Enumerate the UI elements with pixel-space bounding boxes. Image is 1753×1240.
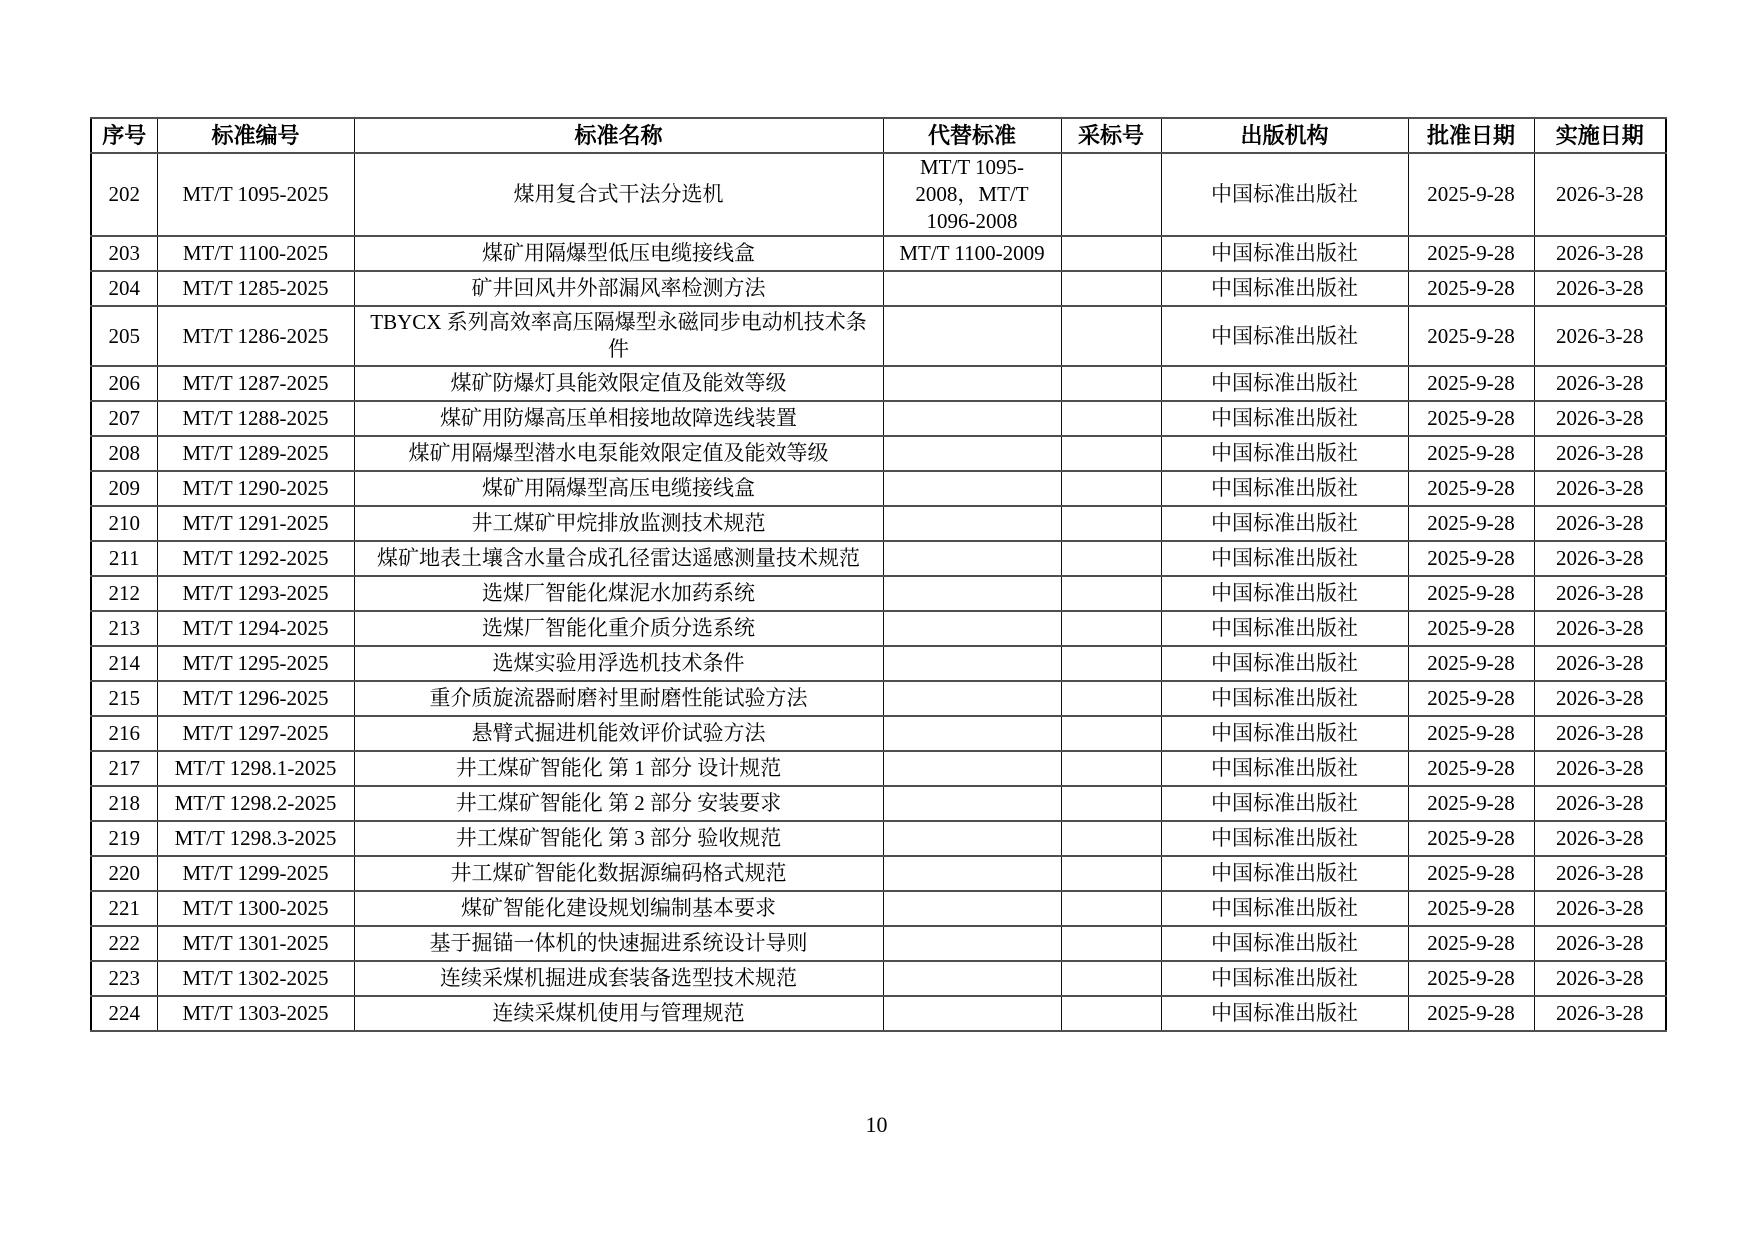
cell-implementation: 2026-3-28 bbox=[1534, 506, 1666, 541]
cell-implementation: 2026-3-28 bbox=[1534, 471, 1666, 506]
table-row bbox=[91, 996, 1666, 1031]
cell-approval: 2025-9-28 bbox=[1408, 236, 1534, 271]
cell-adoption bbox=[1061, 961, 1161, 996]
cell-approval: 2025-9-28 bbox=[1408, 611, 1534, 646]
cell-publisher: 中国标准出版社 bbox=[1161, 236, 1408, 271]
cell-no: 220 bbox=[91, 856, 157, 891]
cell-name: 井工煤矿智能化 第 3 部分 验收规范 bbox=[354, 821, 883, 856]
cell-implementation: 2026-3-28 bbox=[1534, 891, 1666, 926]
table-row bbox=[91, 681, 1666, 716]
cell-no: 217 bbox=[91, 751, 157, 786]
cell-adoption bbox=[1061, 153, 1161, 236]
cell-approval: 2025-9-28 bbox=[1408, 786, 1534, 821]
table-row bbox=[91, 926, 1666, 961]
cell-publisher: 中国标准出版社 bbox=[1161, 891, 1408, 926]
cell-approval: 2025-9-28 bbox=[1408, 926, 1534, 961]
cell-implementation: 2026-3-28 bbox=[1534, 926, 1666, 961]
cell-publisher: 中国标准出版社 bbox=[1161, 611, 1408, 646]
cell-code: MT/T 1293-2025 bbox=[157, 576, 354, 611]
cell-name: 煤矿用防爆高压单相接地故障选线装置 bbox=[354, 401, 883, 436]
cell-adoption bbox=[1061, 541, 1161, 576]
cell-no: 222 bbox=[91, 926, 157, 961]
cell-adoption bbox=[1061, 996, 1161, 1031]
cell-code: MT/T 1300-2025 bbox=[157, 891, 354, 926]
cell-implementation: 2026-3-28 bbox=[1534, 681, 1666, 716]
header-standard-name: 标准名称 bbox=[354, 118, 883, 153]
cell-approval: 2025-9-28 bbox=[1408, 576, 1534, 611]
table-row bbox=[91, 716, 1666, 751]
cell-publisher: 中国标准出版社 bbox=[1161, 306, 1408, 366]
cell-publisher: 中国标准出版社 bbox=[1161, 926, 1408, 961]
table-row bbox=[91, 821, 1666, 856]
cell-adoption bbox=[1061, 646, 1161, 681]
cell-name: 选煤厂智能化煤泥水加药系统 bbox=[354, 576, 883, 611]
cell-adoption bbox=[1061, 926, 1161, 961]
cell-no: 219 bbox=[91, 821, 157, 856]
cell-no: 204 bbox=[91, 271, 157, 306]
cell-replaces bbox=[883, 751, 1061, 786]
cell-name: 煤矿防爆灯具能效限定值及能效等级 bbox=[354, 366, 883, 401]
cell-replaces bbox=[883, 926, 1061, 961]
cell-approval: 2025-9-28 bbox=[1408, 996, 1534, 1031]
cell-adoption bbox=[1061, 471, 1161, 506]
cell-code: MT/T 1287-2025 bbox=[157, 366, 354, 401]
cell-code: MT/T 1298.3-2025 bbox=[157, 821, 354, 856]
cell-code: MT/T 1295-2025 bbox=[157, 646, 354, 681]
cell-replaces bbox=[883, 506, 1061, 541]
header-serial-number: 序号 bbox=[91, 118, 157, 153]
table-row bbox=[91, 611, 1666, 646]
cell-approval: 2025-9-28 bbox=[1408, 681, 1534, 716]
cell-replaces bbox=[883, 306, 1061, 366]
header-replaced-standard: 代替标准 bbox=[883, 118, 1061, 153]
cell-name: 煤矿地表土壤含水量合成孔径雷达遥感测量技术规范 bbox=[354, 541, 883, 576]
cell-replaces bbox=[883, 891, 1061, 926]
cell-replaces bbox=[883, 471, 1061, 506]
cell-implementation: 2026-3-28 bbox=[1534, 576, 1666, 611]
cell-code: MT/T 1292-2025 bbox=[157, 541, 354, 576]
cell-name: TBYCX 系列高效率高压隔爆型永磁同步电动机技术条件 bbox=[354, 306, 883, 366]
cell-approval: 2025-9-28 bbox=[1408, 856, 1534, 891]
cell-code: MT/T 1298.1-2025 bbox=[157, 751, 354, 786]
cell-approval: 2025-9-28 bbox=[1408, 366, 1534, 401]
table-row bbox=[91, 541, 1666, 576]
cell-replaces bbox=[883, 541, 1061, 576]
cell-name: 煤矿用隔爆型高压电缆接线盒 bbox=[354, 471, 883, 506]
cell-adoption bbox=[1061, 576, 1161, 611]
cell-name: 连续采煤机掘进成套装备选型技术规范 bbox=[354, 961, 883, 996]
cell-no: 205 bbox=[91, 306, 157, 366]
cell-approval: 2025-9-28 bbox=[1408, 153, 1534, 236]
cell-approval: 2025-9-28 bbox=[1408, 891, 1534, 926]
table-row bbox=[91, 436, 1666, 471]
cell-code: MT/T 1288-2025 bbox=[157, 401, 354, 436]
header-approval-date: 批准日期 bbox=[1408, 118, 1534, 153]
cell-code: MT/T 1302-2025 bbox=[157, 961, 354, 996]
cell-implementation: 2026-3-28 bbox=[1534, 436, 1666, 471]
cell-implementation: 2026-3-28 bbox=[1534, 821, 1666, 856]
cell-no: 215 bbox=[91, 681, 157, 716]
cell-no: 209 bbox=[91, 471, 157, 506]
table-row bbox=[91, 271, 1666, 306]
cell-approval: 2025-9-28 bbox=[1408, 271, 1534, 306]
cell-adoption bbox=[1061, 236, 1161, 271]
cell-approval: 2025-9-28 bbox=[1408, 646, 1534, 681]
cell-adoption bbox=[1061, 891, 1161, 926]
header-implementation-date: 实施日期 bbox=[1534, 118, 1666, 153]
cell-name: 重介质旋流器耐磨衬里耐磨性能试验方法 bbox=[354, 681, 883, 716]
table-row bbox=[91, 576, 1666, 611]
cell-name: 煤矿用隔爆型潜水电泵能效限定值及能效等级 bbox=[354, 436, 883, 471]
cell-implementation: 2026-3-28 bbox=[1534, 366, 1666, 401]
cell-name: 井工煤矿智能化 第 1 部分 设计规范 bbox=[354, 751, 883, 786]
table-row bbox=[91, 153, 1666, 236]
table-row bbox=[91, 236, 1666, 271]
cell-publisher: 中国标准出版社 bbox=[1161, 436, 1408, 471]
cell-adoption bbox=[1061, 821, 1161, 856]
cell-adoption bbox=[1061, 436, 1161, 471]
cell-name: 井工煤矿智能化数据源编码格式规范 bbox=[354, 856, 883, 891]
cell-replaces bbox=[883, 436, 1061, 471]
cell-no: 202 bbox=[91, 153, 157, 236]
cell-code: MT/T 1301-2025 bbox=[157, 926, 354, 961]
cell-no: 223 bbox=[91, 961, 157, 996]
cell-adoption bbox=[1061, 306, 1161, 366]
cell-code: MT/T 1100-2025 bbox=[157, 236, 354, 271]
cell-approval: 2025-9-28 bbox=[1408, 401, 1534, 436]
cell-code: MT/T 1095-2025 bbox=[157, 153, 354, 236]
table-header-row bbox=[91, 118, 1666, 153]
cell-publisher: 中国标准出版社 bbox=[1161, 271, 1408, 306]
cell-code: MT/T 1296-2025 bbox=[157, 681, 354, 716]
cell-adoption bbox=[1061, 401, 1161, 436]
cell-adoption bbox=[1061, 716, 1161, 751]
table-row bbox=[91, 646, 1666, 681]
cell-implementation: 2026-3-28 bbox=[1534, 153, 1666, 236]
cell-implementation: 2026-3-28 bbox=[1534, 611, 1666, 646]
cell-code: MT/T 1285-2025 bbox=[157, 271, 354, 306]
table-row bbox=[91, 506, 1666, 541]
cell-replaces bbox=[883, 646, 1061, 681]
cell-implementation: 2026-3-28 bbox=[1534, 271, 1666, 306]
cell-name: 煤矿智能化建设规划编制基本要求 bbox=[354, 891, 883, 926]
cell-replaces bbox=[883, 611, 1061, 646]
cell-code: MT/T 1290-2025 bbox=[157, 471, 354, 506]
cell-no: 216 bbox=[91, 716, 157, 751]
cell-replaces bbox=[883, 821, 1061, 856]
cell-name: 选煤实验用浮选机技术条件 bbox=[354, 646, 883, 681]
cell-replaces bbox=[883, 366, 1061, 401]
cell-name: 基于掘锚一体机的快速掘进系统设计导则 bbox=[354, 926, 883, 961]
cell-implementation: 2026-3-28 bbox=[1534, 401, 1666, 436]
cell-adoption bbox=[1061, 751, 1161, 786]
cell-approval: 2025-9-28 bbox=[1408, 471, 1534, 506]
cell-publisher: 中国标准出版社 bbox=[1161, 716, 1408, 751]
cell-code: MT/T 1289-2025 bbox=[157, 436, 354, 471]
cell-name: 井工煤矿智能化 第 2 部分 安装要求 bbox=[354, 786, 883, 821]
cell-publisher: 中国标准出版社 bbox=[1161, 471, 1408, 506]
cell-publisher: 中国标准出版社 bbox=[1161, 366, 1408, 401]
cell-implementation: 2026-3-28 bbox=[1534, 306, 1666, 366]
cell-name: 矿井回风井外部漏风率检测方法 bbox=[354, 271, 883, 306]
standards-table bbox=[90, 117, 1667, 1032]
header-standard-code: 标准编号 bbox=[157, 118, 354, 153]
cell-no: 221 bbox=[91, 891, 157, 926]
cell-name: 煤矿用隔爆型低压电缆接线盒 bbox=[354, 236, 883, 271]
cell-code: MT/T 1297-2025 bbox=[157, 716, 354, 751]
cell-publisher: 中国标准出版社 bbox=[1161, 153, 1408, 236]
cell-approval: 2025-9-28 bbox=[1408, 751, 1534, 786]
cell-replaces: MT/T 1100-2009 bbox=[883, 236, 1061, 271]
cell-name: 连续采煤机使用与管理规范 bbox=[354, 996, 883, 1031]
cell-code: MT/T 1294-2025 bbox=[157, 611, 354, 646]
cell-replaces: MT/T 1095-2008，MT/T 1096-2008 bbox=[883, 153, 1061, 236]
table-row bbox=[91, 856, 1666, 891]
cell-publisher: 中国标准出版社 bbox=[1161, 506, 1408, 541]
cell-adoption bbox=[1061, 366, 1161, 401]
cell-no: 224 bbox=[91, 996, 157, 1031]
cell-approval: 2025-9-28 bbox=[1408, 436, 1534, 471]
table-row bbox=[91, 366, 1666, 401]
cell-publisher: 中国标准出版社 bbox=[1161, 961, 1408, 996]
cell-replaces bbox=[883, 961, 1061, 996]
cell-name: 井工煤矿甲烷排放监测技术规范 bbox=[354, 506, 883, 541]
cell-no: 207 bbox=[91, 401, 157, 436]
cell-code: MT/T 1299-2025 bbox=[157, 856, 354, 891]
cell-approval: 2025-9-28 bbox=[1408, 306, 1534, 366]
cell-adoption bbox=[1061, 506, 1161, 541]
cell-adoption bbox=[1061, 786, 1161, 821]
cell-replaces bbox=[883, 681, 1061, 716]
cell-adoption bbox=[1061, 681, 1161, 716]
cell-replaces bbox=[883, 576, 1061, 611]
cell-name: 煤用复合式干法分选机 bbox=[354, 153, 883, 236]
cell-no: 208 bbox=[91, 436, 157, 471]
table-row bbox=[91, 891, 1666, 926]
cell-implementation: 2026-3-28 bbox=[1534, 236, 1666, 271]
cell-publisher: 中国标准出版社 bbox=[1161, 751, 1408, 786]
cell-publisher: 中国标准出版社 bbox=[1161, 786, 1408, 821]
cell-adoption bbox=[1061, 856, 1161, 891]
cell-code: MT/T 1291-2025 bbox=[157, 506, 354, 541]
cell-code: MT/T 1286-2025 bbox=[157, 306, 354, 366]
cell-adoption bbox=[1061, 271, 1161, 306]
cell-no: 218 bbox=[91, 786, 157, 821]
cell-implementation: 2026-3-28 bbox=[1534, 541, 1666, 576]
cell-implementation: 2026-3-28 bbox=[1534, 961, 1666, 996]
cell-replaces bbox=[883, 856, 1061, 891]
cell-approval: 2025-9-28 bbox=[1408, 716, 1534, 751]
cell-no: 206 bbox=[91, 366, 157, 401]
cell-name: 悬臂式掘进机能效评价试验方法 bbox=[354, 716, 883, 751]
cell-no: 213 bbox=[91, 611, 157, 646]
cell-approval: 2025-9-28 bbox=[1408, 541, 1534, 576]
cell-name: 选煤厂智能化重介质分选系统 bbox=[354, 611, 883, 646]
cell-publisher: 中国标准出版社 bbox=[1161, 541, 1408, 576]
cell-replaces bbox=[883, 996, 1061, 1031]
cell-approval: 2025-9-28 bbox=[1408, 821, 1534, 856]
cell-no: 210 bbox=[91, 506, 157, 541]
cell-replaces bbox=[883, 401, 1061, 436]
cell-replaces bbox=[883, 271, 1061, 306]
header-adoption-number: 采标号 bbox=[1061, 118, 1161, 153]
table-row bbox=[91, 471, 1666, 506]
cell-replaces bbox=[883, 716, 1061, 751]
cell-implementation: 2026-3-28 bbox=[1534, 856, 1666, 891]
cell-approval: 2025-9-28 bbox=[1408, 506, 1534, 541]
cell-no: 214 bbox=[91, 646, 157, 681]
cell-replaces bbox=[883, 786, 1061, 821]
cell-no: 212 bbox=[91, 576, 157, 611]
cell-approval: 2025-9-28 bbox=[1408, 961, 1534, 996]
cell-publisher: 中国标准出版社 bbox=[1161, 821, 1408, 856]
cell-publisher: 中国标准出版社 bbox=[1161, 996, 1408, 1031]
page-number: 10 bbox=[865, 1112, 888, 1137]
cell-code: MT/T 1298.2-2025 bbox=[157, 786, 354, 821]
table-row bbox=[91, 786, 1666, 821]
cell-publisher: 中国标准出版社 bbox=[1161, 576, 1408, 611]
cell-implementation: 2026-3-28 bbox=[1534, 786, 1666, 821]
table-row bbox=[91, 751, 1666, 786]
header-publisher: 出版机构 bbox=[1161, 118, 1408, 153]
table-body bbox=[91, 153, 1666, 1031]
cell-no: 211 bbox=[91, 541, 157, 576]
cell-implementation: 2026-3-28 bbox=[1534, 716, 1666, 751]
cell-implementation: 2026-3-28 bbox=[1534, 996, 1666, 1031]
cell-publisher: 中国标准出版社 bbox=[1161, 856, 1408, 891]
cell-publisher: 中国标准出版社 bbox=[1161, 681, 1408, 716]
cell-implementation: 2026-3-28 bbox=[1534, 751, 1666, 786]
cell-implementation: 2026-3-28 bbox=[1534, 646, 1666, 681]
cell-adoption bbox=[1061, 611, 1161, 646]
cell-no: 203 bbox=[91, 236, 157, 271]
cell-publisher: 中国标准出版社 bbox=[1161, 401, 1408, 436]
cell-publisher: 中国标准出版社 bbox=[1161, 646, 1408, 681]
cell-code: MT/T 1303-2025 bbox=[157, 996, 354, 1031]
table-row bbox=[91, 961, 1666, 996]
table-row bbox=[91, 401, 1666, 436]
table-row bbox=[91, 306, 1666, 366]
